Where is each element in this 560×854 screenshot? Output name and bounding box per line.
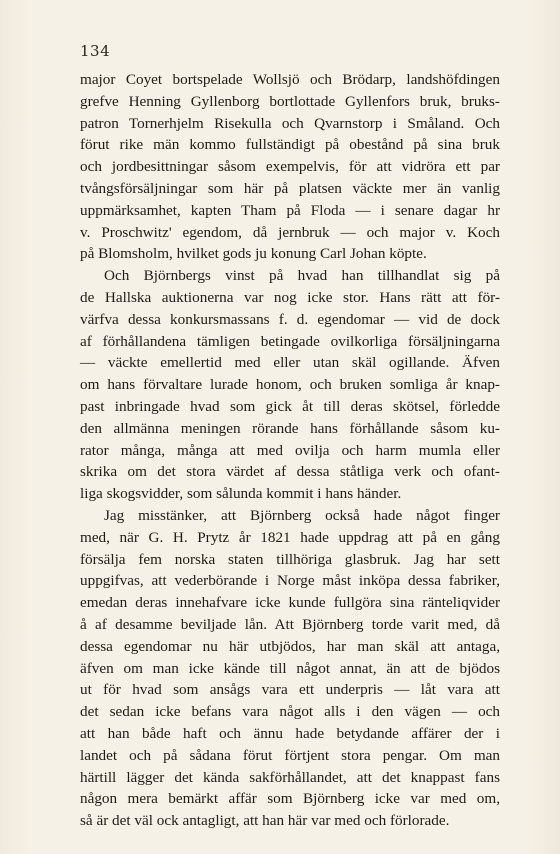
- text-line: landet och på sådana förut förtjent stora pengar. Om man: [80, 746, 500, 764]
- text-line: värfva dessa konkursmassans f. d. egendomar — vid de dock: [80, 310, 500, 328]
- paragraph: [80, 69, 500, 265]
- text-line: det sedan icke befans vara något alls i den vägen — och: [80, 703, 500, 721]
- text-line: emedan deras innehafvare icke kunde fullgöra sina ränteliqvider: [80, 594, 500, 612]
- text-line: Jag misstänker, att Björnberg också hade något finger: [104, 506, 500, 524]
- text-line: på Blomsholm, hvilket gods ju konung Carl Johan köpte.: [80, 245, 427, 263]
- body-text: [80, 69, 500, 832]
- text-line: förut rike män kommo fullständigt på obestånd på sina bruk: [80, 136, 500, 154]
- text-line: — väckte emellertid med eller utan skäl ogillande. Äfven: [80, 354, 500, 372]
- text-line: grefve Henning Gyllenborg bortlottade Gyllenfors bruk, bruks-: [80, 92, 500, 110]
- text-line: försälja fem norska staten tillhöriga glasbruk. Jag har sett: [80, 550, 500, 568]
- text-line: å af desamme beviljade lån. Att Björnberg torde varit med, då: [80, 615, 500, 633]
- text-line: rator många, många att med ovilja och harm mumla eller: [80, 441, 500, 459]
- text-line: om hans förvaltare lurade honom, och bruken somliga år knap-: [80, 376, 500, 394]
- paragraph: [80, 505, 500, 832]
- text-line: den allmänna meningen rörande hans förhållande såsom ku-: [80, 419, 500, 437]
- text-line: uppgifvas, att vederbörande i Norge måst inköpa dessa fabriker,: [80, 572, 500, 590]
- text-line: v. Proschwitz' egendom, då jernbruk — och major v. Koch: [80, 223, 500, 241]
- text-line: och jordbesittningar såsom exempelvis, för att vidröra ett par: [80, 158, 500, 176]
- text-line: de Hallska auktionerna var nog icke stor. Hans rätt att för-: [80, 288, 500, 306]
- text-line: liga skogsvidder, som sålunda kommit i hans händer.: [80, 485, 402, 503]
- text-line: tvångsförsäljningar som här på platsen väckte mer än vanlig: [80, 179, 500, 197]
- text-line: dessa egendomar nu här utbjödos, har man skäl att antaga,: [80, 637, 500, 655]
- page-number: 134: [80, 42, 111, 60]
- text-line: major Coyet bortspelade Wollsjö och Brödarp, landshöfdingen: [80, 71, 500, 88]
- text-line: att han både haft och ännu hade betydande affärer der i: [80, 724, 500, 742]
- text-line: past inbringade hvad som gick åt till deras skötsel, förledde: [80, 397, 500, 415]
- paragraph: [80, 265, 500, 505]
- text-line: härtill lägger det kända sakförhållandet, att det knappast fans: [80, 768, 500, 786]
- text-line: patron Tornerhjelm Risekulla och Qvarnstorp i Småland. Och: [80, 114, 500, 132]
- text-line: Och Björnbergs vinst på hvad han tillhandlat sig på: [104, 267, 500, 285]
- text-line: äfven om man icke kände till något annat, än att de bjödos: [80, 659, 500, 677]
- text-line: ut för hvad som ansågs vara ett underpris — låt vara att: [80, 681, 500, 699]
- text-line: med, när G. H. Prytz år 1821 hade uppdrag att på en gång: [80, 528, 500, 546]
- text-line: någon mera bemärkt affär som Björnberg icke var med om,: [80, 790, 500, 808]
- text-line: så är det väl ock antagligt, att han här var med och förlorade.: [80, 812, 450, 830]
- text-line: af förhållandena tämligen betingade ovilkorliga försäljningarna: [80, 332, 500, 350]
- text-line: uppmärksamhet, kapten Tham på Floda — i senare dagar hr: [80, 201, 500, 219]
- text-line: skrika om det stora värdet af dessa ståtliga verk och ofant-: [80, 463, 500, 481]
